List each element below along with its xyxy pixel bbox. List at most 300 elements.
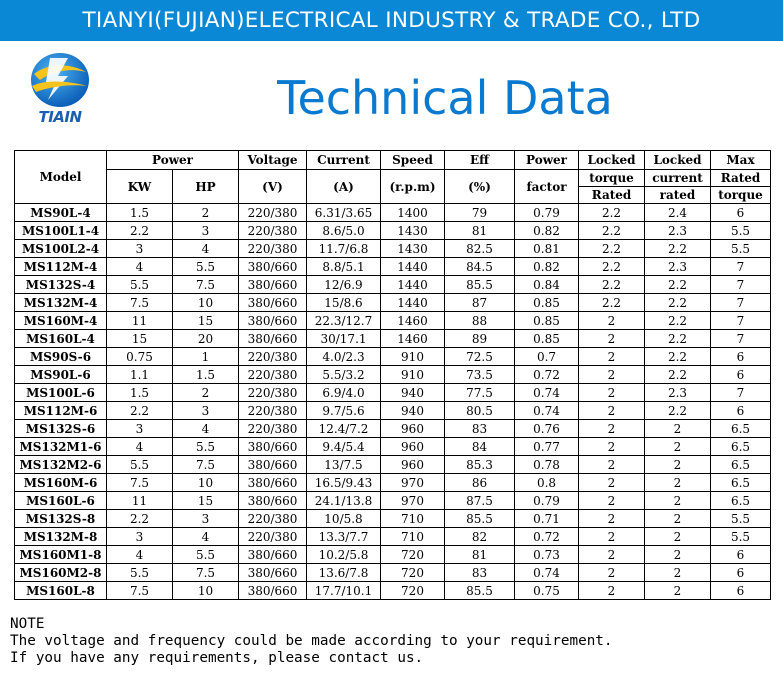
cell-power-factor: 0.72 — [515, 366, 579, 384]
cell-locked-torque: 2.2 — [579, 276, 645, 294]
cell-speed: 940 — [381, 384, 445, 402]
cell-kw: 4 — [107, 258, 173, 276]
cell-eff: 81 — [445, 546, 515, 564]
cell-hp: 10 — [173, 474, 239, 492]
technical-data-table — [14, 150, 771, 600]
cell-current: 17.7/10.1 — [307, 582, 381, 600]
cell-hp: 4 — [173, 240, 239, 258]
cell-model: MS132S-6 — [15, 420, 107, 438]
cell-eff: 84 — [445, 438, 515, 456]
cell-hp: 5.5 — [173, 438, 239, 456]
cell-hp: 1 — [173, 348, 239, 366]
cell-kw: 3 — [107, 240, 173, 258]
cell-eff: 85.3 — [445, 456, 515, 474]
cell-max-torque: 6.5 — [711, 492, 771, 510]
cell-current: 10.2/5.8 — [307, 546, 381, 564]
cell-locked-torque: 2 — [579, 384, 645, 402]
cell-hp: 7.5 — [173, 456, 239, 474]
cell-locked-torque: 2 — [579, 456, 645, 474]
cell-model: MS160L-6 — [15, 492, 107, 510]
cell-speed: 960 — [381, 420, 445, 438]
cell-hp: 2 — [173, 204, 239, 222]
cell-kw: 7.5 — [107, 582, 173, 600]
note-heading: NOTE — [10, 616, 45, 632]
cell-voltage: 220/380 — [239, 240, 307, 258]
cell-speed: 1460 — [381, 312, 445, 330]
cell-model: MS100L-6 — [15, 384, 107, 402]
cell-kw: 1.5 — [107, 384, 173, 402]
cell-eff: 83 — [445, 420, 515, 438]
cell-power-factor: 0.84 — [515, 276, 579, 294]
table-row — [15, 258, 771, 276]
cell-speed: 710 — [381, 510, 445, 528]
cell-speed: 1440 — [381, 294, 445, 312]
cell-voltage: 380/660 — [239, 312, 307, 330]
cell-voltage: 220/380 — [239, 510, 307, 528]
page-title: Technical Data — [277, 71, 613, 125]
cell-locked-current: 2 — [645, 420, 711, 438]
cell-speed: 710 — [381, 528, 445, 546]
cell-eff: 87.5 — [445, 492, 515, 510]
table-row — [15, 582, 771, 600]
cell-eff: 82.5 — [445, 240, 515, 258]
cell-max-torque: 6.5 — [711, 420, 771, 438]
cell-locked-current: 2.3 — [645, 384, 711, 402]
cell-voltage: 380/660 — [239, 492, 307, 510]
cell-model: MS132M-4 — [15, 294, 107, 312]
cell-max-torque: 5.5 — [711, 528, 771, 546]
cell-current: 9.4/5.4 — [307, 438, 381, 456]
cell-model: MS132S-8 — [15, 510, 107, 528]
cell-locked-torque: 2.2 — [579, 204, 645, 222]
cell-voltage: 220/380 — [239, 384, 307, 402]
cell-kw: 11 — [107, 312, 173, 330]
cell-speed: 960 — [381, 438, 445, 456]
cell-kw: 11 — [107, 492, 173, 510]
cell-kw: 5.5 — [107, 564, 173, 582]
cell-eff: 80.5 — [445, 402, 515, 420]
cell-current: 6.9/4.0 — [307, 384, 381, 402]
header-kw: KW — [107, 170, 173, 204]
cell-speed: 970 — [381, 492, 445, 510]
cell-eff: 87 — [445, 294, 515, 312]
cell-kw: 4 — [107, 438, 173, 456]
cell-max-torque: 5.5 — [711, 510, 771, 528]
cell-max-torque: 7 — [711, 294, 771, 312]
cell-locked-torque: 2 — [579, 366, 645, 384]
cell-locked-torque: 2.2 — [579, 258, 645, 276]
table-row — [15, 276, 771, 294]
cell-power-factor: 0.73 — [515, 546, 579, 564]
cell-current: 5.5/3.2 — [307, 366, 381, 384]
cell-locked-current: 2.3 — [645, 222, 711, 240]
cell-current: 4.0/2.3 — [307, 348, 381, 366]
cell-hp: 20 — [173, 330, 239, 348]
cell-kw: 0.75 — [107, 348, 173, 366]
cell-max-torque: 6 — [711, 204, 771, 222]
cell-kw: 5.5 — [107, 456, 173, 474]
header-power: Power — [107, 151, 239, 170]
cell-power-factor: 0.85 — [515, 312, 579, 330]
cell-eff: 85.5 — [445, 582, 515, 600]
cell-max-torque: 6.5 — [711, 474, 771, 492]
cell-hp: 15 — [173, 492, 239, 510]
header-locked-current-3: rated — [659, 188, 696, 202]
table-row — [15, 438, 771, 456]
table-row — [15, 240, 771, 258]
cell-locked-current: 2 — [645, 438, 711, 456]
cell-power-factor: 0.8 — [515, 474, 579, 492]
cell-model: MS160L-8 — [15, 582, 107, 600]
cell-locked-current: 2.2 — [645, 366, 711, 384]
cell-kw: 7.5 — [107, 294, 173, 312]
cell-hp: 15 — [173, 312, 239, 330]
cell-locked-torque: 2 — [579, 582, 645, 600]
cell-current: 6.31/3.65 — [307, 204, 381, 222]
header-locked-torque-2: torque — [579, 170, 644, 187]
cell-eff: 77.5 — [445, 384, 515, 402]
cell-voltage: 380/660 — [239, 564, 307, 582]
header-max-torque-23 — [711, 170, 771, 204]
cell-eff: 85.5 — [445, 276, 515, 294]
cell-model: MS132M-8 — [15, 528, 107, 546]
table-row — [15, 204, 771, 222]
table-row — [15, 366, 771, 384]
table-row — [15, 330, 771, 348]
header-locked-torque-3: Rated — [591, 188, 632, 202]
cell-locked-current: 2.2 — [645, 402, 711, 420]
table-row — [15, 528, 771, 546]
cell-locked-current: 2 — [645, 456, 711, 474]
cell-max-torque: 6 — [711, 582, 771, 600]
cell-hp: 7.5 — [173, 564, 239, 582]
cell-locked-torque: 2 — [579, 528, 645, 546]
cell-kw: 4 — [107, 546, 173, 564]
cell-max-torque: 6 — [711, 348, 771, 366]
cell-locked-current: 2 — [645, 510, 711, 528]
cell-max-torque: 7 — [711, 330, 771, 348]
logo-wordmark: TIAIN — [38, 108, 82, 126]
cell-power-factor: 0.85 — [515, 294, 579, 312]
cell-power-factor: 0.78 — [515, 456, 579, 474]
cell-voltage: 380/660 — [239, 546, 307, 564]
cell-eff: 84.5 — [445, 258, 515, 276]
cell-voltage: 220/380 — [239, 420, 307, 438]
cell-hp: 3 — [173, 222, 239, 240]
header-max-torque — [711, 151, 771, 170]
cell-locked-torque: 2.2 — [579, 222, 645, 240]
cell-current: 24.1/13.8 — [307, 492, 381, 510]
table-body — [15, 204, 771, 600]
cell-power-factor: 0.82 — [515, 222, 579, 240]
cell-current: 13/7.5 — [307, 456, 381, 474]
cell-eff: 88 — [445, 312, 515, 330]
cell-locked-current: 2 — [645, 564, 711, 582]
cell-speed: 1460 — [381, 330, 445, 348]
table-row — [15, 474, 771, 492]
company-logo — [28, 50, 92, 128]
cell-speed: 910 — [381, 348, 445, 366]
cell-speed: 970 — [381, 474, 445, 492]
header-locked-current-1: Locked — [653, 153, 702, 167]
table-row — [15, 402, 771, 420]
cell-max-torque: 6 — [711, 546, 771, 564]
cell-max-torque: 6 — [711, 402, 771, 420]
cell-kw: 2.2 — [107, 402, 173, 420]
header-locked-torque-23 — [579, 170, 645, 204]
cell-model: MS132M2-6 — [15, 456, 107, 474]
header-model: Model — [15, 151, 107, 204]
cell-hp: 7.5 — [173, 276, 239, 294]
cell-model: MS160M-6 — [15, 474, 107, 492]
header-locked-torque-1: Locked — [587, 153, 636, 167]
cell-locked-current: 2.3 — [645, 258, 711, 276]
cell-eff: 89 — [445, 330, 515, 348]
cell-power-factor: 0.74 — [515, 384, 579, 402]
note-line-1: The voltage and frequency could be made according to your requirement. — [10, 633, 613, 649]
cell-power-factor: 0.74 — [515, 402, 579, 420]
cell-locked-torque: 2 — [579, 312, 645, 330]
cell-model: MS112M-4 — [15, 258, 107, 276]
header-max-torque-2: Rated — [711, 170, 770, 187]
table-row — [15, 564, 771, 582]
header-power-factor-1: Power — [515, 151, 579, 170]
cell-current: 12.4/7.2 — [307, 420, 381, 438]
cell-kw: 7.5 — [107, 474, 173, 492]
table-row — [15, 420, 771, 438]
header-speed: Speed — [381, 151, 445, 170]
cell-locked-current: 2 — [645, 528, 711, 546]
cell-voltage: 220/380 — [239, 348, 307, 366]
cell-speed: 1400 — [381, 204, 445, 222]
cell-power-factor: 0.75 — [515, 582, 579, 600]
cell-power-factor: 0.79 — [515, 492, 579, 510]
table-row — [15, 492, 771, 510]
cell-power-factor: 0.82 — [515, 258, 579, 276]
cell-max-torque: 6.5 — [711, 438, 771, 456]
cell-locked-current: 2.4 — [645, 204, 711, 222]
cell-max-torque: 5.5 — [711, 240, 771, 258]
cell-hp: 5.5 — [173, 258, 239, 276]
cell-voltage: 380/660 — [239, 276, 307, 294]
header-hp: HP — [173, 170, 239, 204]
cell-speed: 940 — [381, 402, 445, 420]
header-locked-current — [645, 151, 711, 170]
cell-hp: 1.5 — [173, 366, 239, 384]
cell-voltage: 380/660 — [239, 294, 307, 312]
cell-power-factor: 0.77 — [515, 438, 579, 456]
cell-kw: 15 — [107, 330, 173, 348]
cell-model: MS132M1-6 — [15, 438, 107, 456]
cell-power-factor: 0.74 — [515, 564, 579, 582]
cell-locked-torque: 2 — [579, 474, 645, 492]
cell-max-torque: 6 — [711, 564, 771, 582]
cell-max-torque: 7 — [711, 384, 771, 402]
cell-kw: 2.2 — [107, 510, 173, 528]
cell-current: 16.5/9.43 — [307, 474, 381, 492]
cell-locked-torque: 2 — [579, 348, 645, 366]
cell-power-factor: 0.71 — [515, 510, 579, 528]
cell-locked-torque: 2.2 — [579, 294, 645, 312]
cell-eff: 83 — [445, 564, 515, 582]
cell-eff: 85.5 — [445, 510, 515, 528]
cell-model: MS100L2-4 — [15, 240, 107, 258]
cell-kw: 3 — [107, 528, 173, 546]
cell-power-factor: 0.72 — [515, 528, 579, 546]
cell-eff: 73.5 — [445, 366, 515, 384]
cell-hp: 2 — [173, 384, 239, 402]
cell-locked-torque: 2 — [579, 510, 645, 528]
cell-current: 13.3/7.7 — [307, 528, 381, 546]
cell-voltage: 220/380 — [239, 204, 307, 222]
cell-voltage: 380/660 — [239, 474, 307, 492]
cell-locked-current: 2.2 — [645, 330, 711, 348]
cell-speed: 1430 — [381, 240, 445, 258]
cell-model: MS100L1-4 — [15, 222, 107, 240]
cell-speed: 720 — [381, 564, 445, 582]
header-power-factor-2: factor — [515, 170, 579, 204]
cell-eff: 86 — [445, 474, 515, 492]
cell-voltage: 220/380 — [239, 366, 307, 384]
cell-hp: 3 — [173, 402, 239, 420]
cell-locked-current: 2.2 — [645, 240, 711, 258]
cell-locked-current: 2 — [645, 546, 711, 564]
cell-max-torque: 7 — [711, 276, 771, 294]
note-line-2: If you have any requirements, please contact us. — [10, 650, 424, 666]
cell-locked-current: 2.2 — [645, 348, 711, 366]
cell-power-factor: 0.85 — [515, 330, 579, 348]
cell-hp: 10 — [173, 294, 239, 312]
cell-locked-torque: 2 — [579, 330, 645, 348]
cell-hp: 4 — [173, 528, 239, 546]
header-voltage: Voltage — [239, 151, 307, 170]
header-locked-torque — [579, 151, 645, 170]
cell-current: 22.3/12.7 — [307, 312, 381, 330]
cell-locked-torque: 2 — [579, 438, 645, 456]
cell-model: MS112M-6 — [15, 402, 107, 420]
cell-model: MS90L-4 — [15, 204, 107, 222]
cell-speed: 720 — [381, 546, 445, 564]
cell-voltage: 220/380 — [239, 402, 307, 420]
header-locked-current-2: current — [645, 170, 710, 187]
cell-power-factor: 0.76 — [515, 420, 579, 438]
cell-locked-current: 2.2 — [645, 276, 711, 294]
cell-voltage: 380/660 — [239, 456, 307, 474]
cell-model: MS90S-6 — [15, 348, 107, 366]
header-speed-unit: (r.p.m) — [381, 170, 445, 204]
cell-current: 12/6.9 — [307, 276, 381, 294]
cell-speed: 1430 — [381, 222, 445, 240]
cell-speed: 1440 — [381, 258, 445, 276]
cell-max-torque: 7 — [711, 258, 771, 276]
cell-model: MS90L-6 — [15, 366, 107, 384]
cell-locked-current: 2 — [645, 474, 711, 492]
company-banner — [0, 0, 783, 41]
cell-hp: 3 — [173, 510, 239, 528]
header-current-unit: (A) — [307, 170, 381, 204]
table-row — [15, 510, 771, 528]
cell-model: MS160L-4 — [15, 330, 107, 348]
cell-voltage: 380/660 — [239, 438, 307, 456]
header-locked-current-23 — [645, 170, 711, 204]
table-row — [15, 222, 771, 240]
cell-locked-current: 2 — [645, 492, 711, 510]
cell-power-factor: 0.7 — [515, 348, 579, 366]
cell-hp: 4 — [173, 420, 239, 438]
cell-current: 10/5.8 — [307, 510, 381, 528]
cell-locked-torque: 2 — [579, 546, 645, 564]
cell-kw: 1.5 — [107, 204, 173, 222]
table-row — [15, 348, 771, 366]
cell-max-torque: 5.5 — [711, 222, 771, 240]
table-row — [15, 456, 771, 474]
cell-speed: 1440 — [381, 276, 445, 294]
cell-current: 8.6/5.0 — [307, 222, 381, 240]
cell-eff: 72.5 — [445, 348, 515, 366]
cell-max-torque: 6 — [711, 366, 771, 384]
cell-locked-torque: 2.2 — [579, 240, 645, 258]
cell-current: 11.7/6.8 — [307, 240, 381, 258]
cell-model: MS132S-4 — [15, 276, 107, 294]
cell-current: 15/8.6 — [307, 294, 381, 312]
cell-current: 13.6/7.8 — [307, 564, 381, 582]
cell-kw: 2.2 — [107, 222, 173, 240]
cell-locked-current: 2.2 — [645, 294, 711, 312]
cell-current: 30/17.1 — [307, 330, 381, 348]
cell-kw: 1.1 — [107, 366, 173, 384]
cell-voltage: 380/660 — [239, 258, 307, 276]
cell-power-factor: 0.79 — [515, 204, 579, 222]
cell-locked-current: 2.2 — [645, 312, 711, 330]
cell-voltage: 380/660 — [239, 582, 307, 600]
note-section — [10, 616, 770, 667]
cell-voltage: 380/660 — [239, 330, 307, 348]
cell-eff: 79 — [445, 204, 515, 222]
cell-eff: 81 — [445, 222, 515, 240]
logo-emblem-icon — [28, 50, 92, 110]
cell-voltage: 220/380 — [239, 222, 307, 240]
company-name: TIANYI(FUJIAN)ELECTRICAL INDUSTRY & TRADE CO., LTD — [82, 8, 701, 33]
cell-locked-current: 2 — [645, 582, 711, 600]
cell-current: 8.8/5.1 — [307, 258, 381, 276]
cell-kw: 3 — [107, 420, 173, 438]
table-row — [15, 546, 771, 564]
cell-power-factor: 0.81 — [515, 240, 579, 258]
cell-model: MS160M1-8 — [15, 546, 107, 564]
cell-eff: 82 — [445, 528, 515, 546]
cell-locked-torque: 2 — [579, 564, 645, 582]
cell-locked-torque: 2 — [579, 420, 645, 438]
table-row — [15, 384, 771, 402]
cell-voltage: 220/380 — [239, 528, 307, 546]
header-max-torque-1: Max — [726, 153, 755, 167]
cell-model: MS160M-4 — [15, 312, 107, 330]
cell-locked-torque: 2 — [579, 402, 645, 420]
header-voltage-unit: (V) — [239, 170, 307, 204]
table-row — [15, 312, 771, 330]
table-row — [15, 294, 771, 312]
cell-speed: 960 — [381, 456, 445, 474]
cell-current: 9.7/5.6 — [307, 402, 381, 420]
header-current: Current — [307, 151, 381, 170]
header-eff-unit: (%) — [445, 170, 515, 204]
cell-kw: 5.5 — [107, 276, 173, 294]
cell-hp: 10 — [173, 582, 239, 600]
header-eff: Eff — [445, 151, 515, 170]
cell-model: MS160M2-8 — [15, 564, 107, 582]
cell-hp: 5.5 — [173, 546, 239, 564]
header-max-torque-3: torque — [718, 188, 763, 202]
